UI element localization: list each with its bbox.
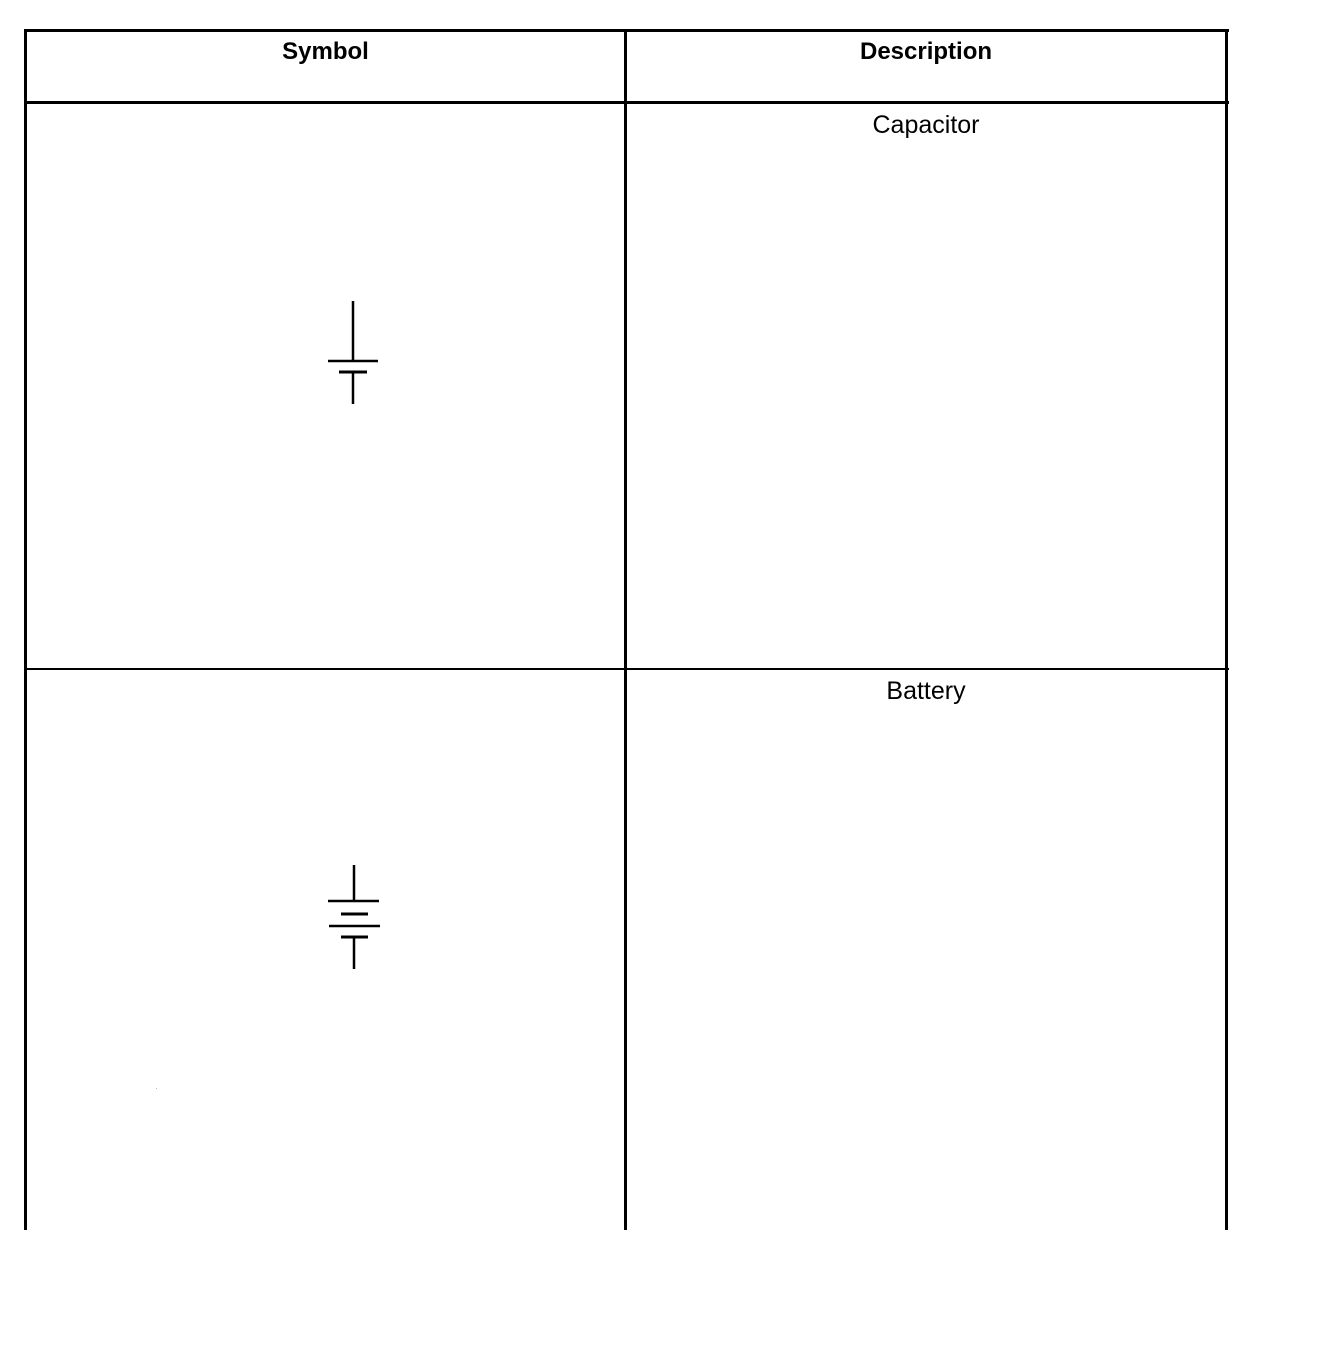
description-capacitor: Capacitor [872, 111, 980, 139]
description-battery: Battery [886, 677, 966, 705]
column-divider [624, 29, 627, 1230]
battery-symbol-icon [320, 860, 386, 972]
capacitor-symbol-icon [320, 296, 386, 408]
table-left-border [24, 29, 27, 1230]
header-symbol: Symbol [282, 38, 369, 65]
scan-speck [156, 1088, 157, 1089]
header-description: Description [859, 38, 993, 65]
table-right-border [1225, 29, 1228, 1230]
